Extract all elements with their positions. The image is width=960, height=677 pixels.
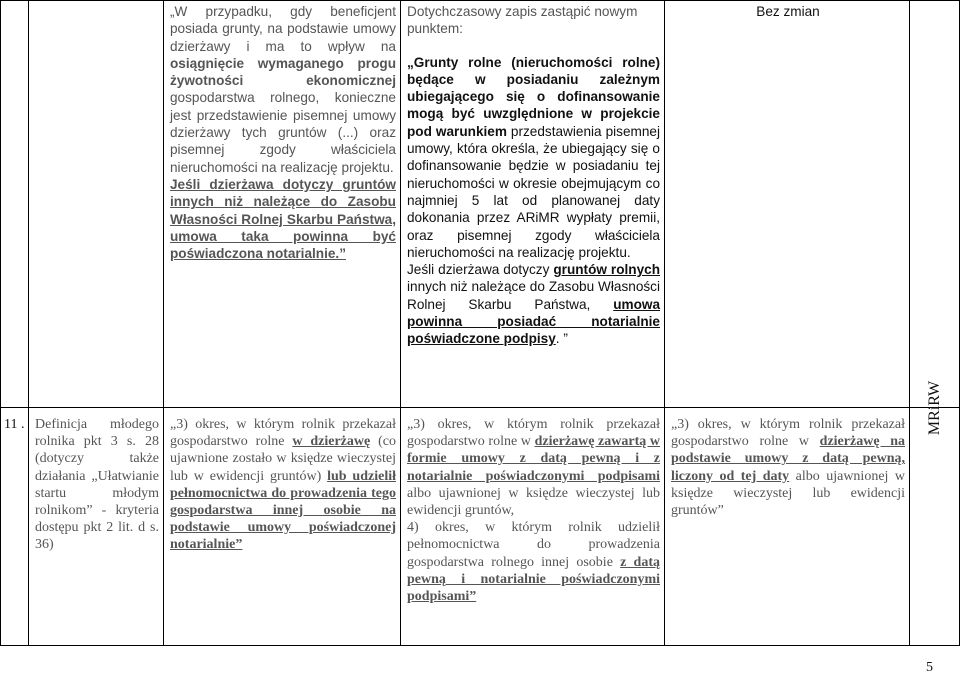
row2-current-text	[164, 408, 400, 554]
row1-current-p1-end: gospodarstwa rolnego, konieczne jest przedstawienie pisemnej umowy dzierżawy tych gruntów (...) oraz pisemnej zgody właściciela nieruchomości na realizację projektu.	[170, 90, 396, 175]
row2-definition-cell	[29, 408, 164, 646]
row1-proposal-p2-e: . ”	[555, 331, 568, 347]
row1-proposal-p1-bold: „Grunty rolne (nieruchomości rolne) będące w posiadaniu zależnym ubiegającego się o dofinansowanie mogą być uwzględnione w projekcie pod warunkiem	[407, 54, 660, 139]
page-number: 5	[926, 660, 933, 675]
row2-final-a: „3) okres, w którym rolnik przekazał gospodarstwo rolne w	[671, 417, 905, 450]
row2-proposal-a: „3) okres, w którym rolnik przekazał gospodarstwo rolne w	[407, 417, 660, 450]
row1-current-p1-bold: osiągnięcie wymaganego progu żywotności ekonomicznej	[170, 55, 396, 89]
row2-proposal-cell	[401, 408, 665, 646]
row1-proposal-p2-b: gruntów rolnych	[553, 262, 660, 278]
row2-current-d: lub udzielił pełnomocnictwa do prowadzenia tego gospodarstwa innej osobie na podstawie umowy poświadczonej notarialnie”	[170, 468, 396, 553]
row2-proposal-c: albo ujawnionej w księdze wieczystej lub ewidencji gruntów,	[407, 485, 660, 519]
row2-source: MRiRW	[925, 380, 943, 436]
table-row	[1, 408, 960, 646]
row2-proposal-b: dzierżawę zawartą w formie umowy z datą pewną i z notarialnie poświadczonymi podpisami	[407, 434, 660, 484]
row1-proposal-cell	[401, 1, 665, 408]
row2-current-a: „3) okres, w którym rolnik przekazał gospodarstwo rolne	[170, 417, 396, 450]
row1-status: Bez zmian	[756, 4, 820, 19]
row1-proposal-p2-d: umowa powinna posiadać notarialnie poświadczone podpisy	[407, 296, 661, 347]
row2-number: 11 .	[4, 417, 25, 432]
row1-proposal-p1-rest: przedstawienia pisemnej umowy, która określa, że ubiegający się o dofinansowanie będzie w posiadaniu tej nieruchomości w okresie obejmującym co najmniej 5 lat od planowanej daty dokonania przez ARiMR wypłaty premii, oraz pisemnej zgody właściciela nieruchomości na realizację projektu.	[407, 123, 660, 260]
row2-current-text-cell	[164, 408, 401, 646]
row1-current-p1: „W przypadku, gdy beneficjent posiada grunty, na podstawie umowy dzierżawy i ma to wpływ na	[170, 4, 396, 54]
row1-proposal-p2-a: Jeśli dzierżawa dotyczy	[407, 262, 550, 278]
row2-proposal-e: z datą pewną i notarialnie poświadczonymi podpisami”	[407, 554, 661, 605]
row1-current-p2: Jeśli dzierżawa dotyczy gruntów innych niż należące do Zasobu Własności Rolnej Skarbu Państwa, umowa taka powinna być poświadczona notarialnie.”	[170, 176, 396, 262]
row1-current-text-cell	[164, 1, 401, 408]
row1-current-text	[164, 1, 400, 262]
row2-final-b: dzierżawę na podstawie umowy z datą pewną, liczony od tej daty	[671, 434, 905, 484]
row2-number-cell	[1, 408, 29, 646]
row2-final-cell	[665, 408, 910, 646]
row1-proposal-text	[401, 1, 664, 348]
row1-source-cell	[910, 1, 960, 408]
row2-proposal-text	[401, 408, 664, 605]
row2-current-b: w dzierżawę	[292, 434, 371, 450]
row1-number-cell	[1, 1, 29, 408]
row1-proposal-intro: Dotychczasowy zapis zastąpić nowym punktem:	[407, 4, 638, 37]
row2-source-cell	[910, 380, 960, 646]
row2-final-text	[665, 408, 909, 519]
row1-definition-cell	[29, 1, 164, 408]
table-row	[1, 1, 960, 408]
row1-status-cell	[665, 1, 910, 408]
row2-current-c: (co ujawnione zostało w księdze wieczystej lub w ewidencji gruntów)	[170, 434, 397, 484]
row2-proposal-d: 4) okres, w którym rolnik udzielił pełnomocnictwa do prowadzenia gospodarstwa rolnego innej osobie	[407, 520, 660, 570]
row1-proposal-p2-c: innych niż należące do Zasobu Własności Rolnej Skarbu Państwa,	[407, 279, 660, 312]
row2-definition: Definicja młodego rolnika pkt 3 s. 28 (dotyczy także działania „Ułatwianie startu młodym rolnikom” - kryteria dostępu pkt 2 lit. d s. 36)	[35, 417, 159, 553]
row2-final-c: albo ujawnionej w księdze wieczystej lub ewidencji gruntów”	[671, 468, 905, 519]
